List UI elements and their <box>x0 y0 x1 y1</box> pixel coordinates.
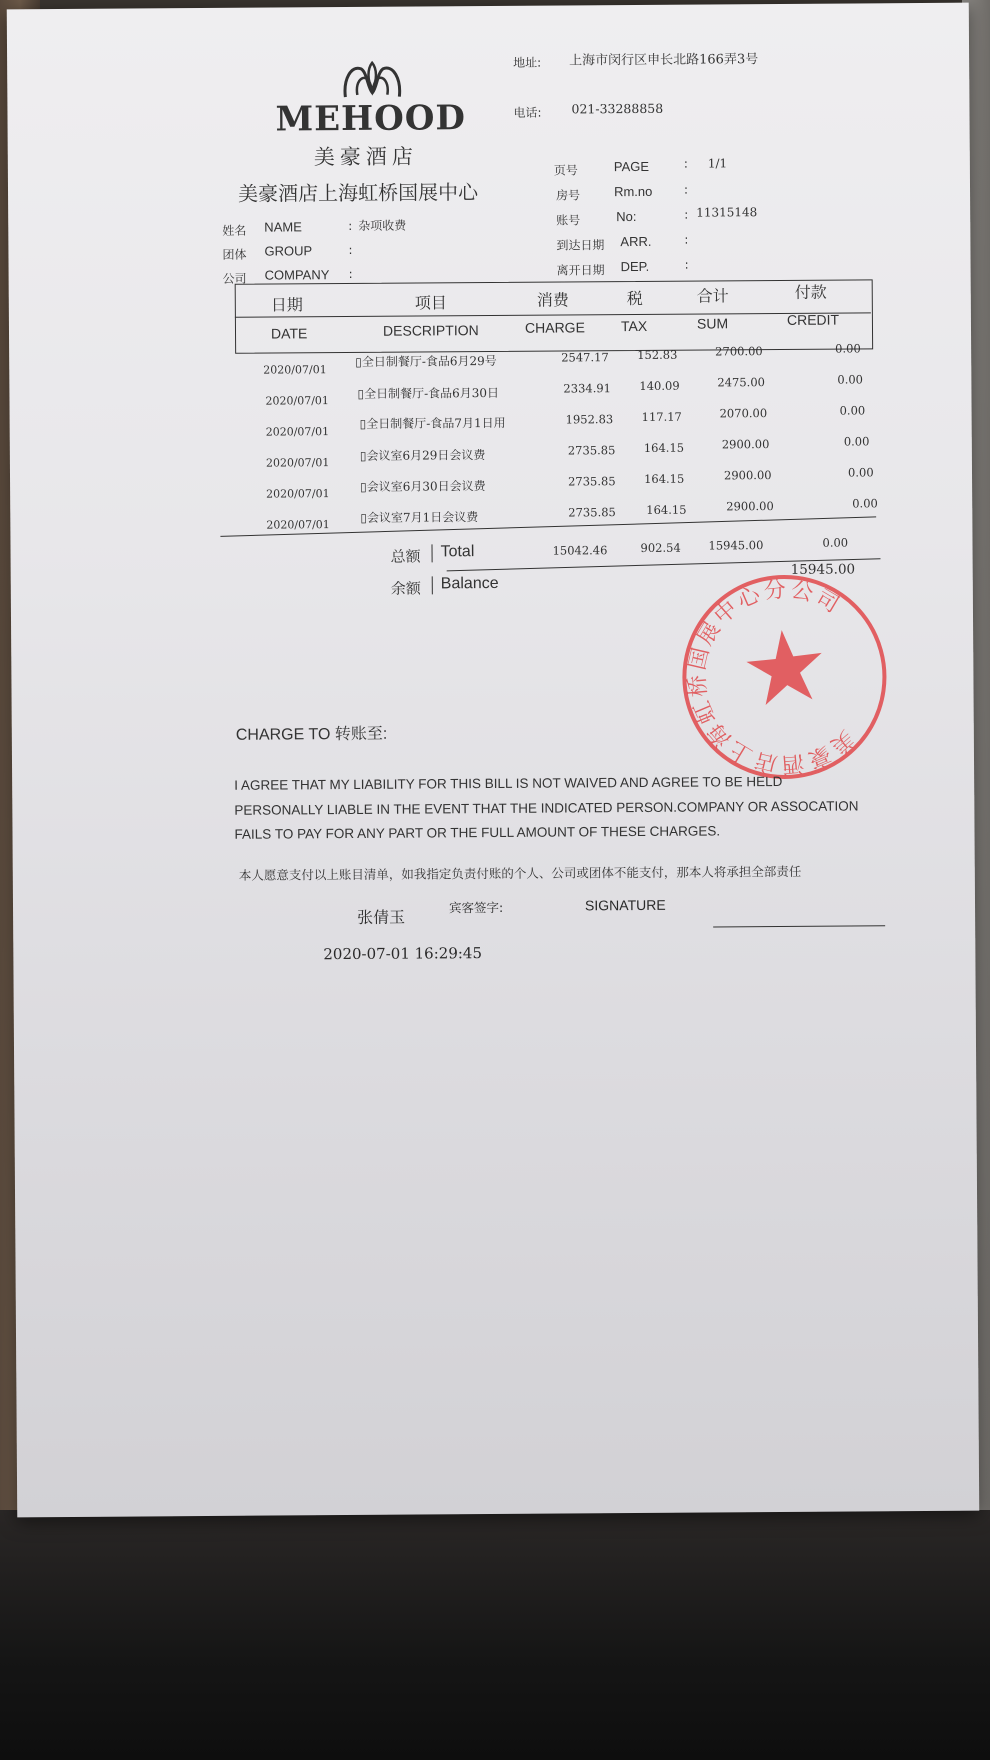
phone-value: 021-33288858 <box>571 100 664 117</box>
print-timestamp: 2020-07-01 16:29:45 <box>323 944 483 964</box>
hotel-name: 美豪酒店上海虹桥国展中心 <box>237 180 479 206</box>
address-label: 地址: <box>513 55 542 70</box>
row-charge: 2547.17 <box>561 350 609 365</box>
row-sum: 2900.00 <box>726 499 774 514</box>
dep-label-cn: 离开日期 <box>556 263 605 278</box>
group-label-cn: 团体 <box>222 247 247 262</box>
dep-label-en: DEP. <box>620 258 650 275</box>
header-tax-cn: 税 <box>626 288 643 309</box>
company-seal-stamp <box>679 571 890 782</box>
row-charge: 2735.85 <box>567 443 616 458</box>
total-separator <box>431 544 432 562</box>
row-charge: 2334.91 <box>563 381 612 396</box>
row-date: 2020/07/01 <box>265 456 330 470</box>
row-tax: 164.15 <box>643 471 685 486</box>
row-credit: 0.00 <box>835 341 861 356</box>
row-description: ▯会议室6月29日会议费 <box>359 448 486 463</box>
row-charge: 2735.85 <box>568 505 616 520</box>
total-charge: 15042.46 <box>552 543 608 558</box>
row-tax: 164.15 <box>643 440 685 455</box>
arr-colon: : <box>684 232 689 247</box>
page-label-cn: 页号 <box>553 163 578 178</box>
row-charge: 1952.83 <box>565 412 614 427</box>
balance-label-en: Balance <box>440 574 499 593</box>
group-label-en: GROUP <box>264 243 313 259</box>
row-date: 2020/07/01 <box>263 363 327 377</box>
row-description: ▯全日制餐厅-食品6月30日 <box>357 385 500 401</box>
total-label-en: Total <box>440 543 475 561</box>
account-label-cn: 账号 <box>556 213 581 228</box>
brand-logo-text: MEHOOD <box>275 98 467 140</box>
header-sum-en: SUM <box>696 315 729 332</box>
room-colon: : <box>683 182 689 197</box>
signature-line <box>713 925 885 927</box>
row-credit: 0.00 <box>852 496 878 511</box>
name-label-cn: 姓名 <box>222 223 247 238</box>
row-credit: 0.00 <box>839 403 866 418</box>
row-tax: 164.15 <box>646 502 687 517</box>
brand-logo-cn: 美豪酒店 <box>313 144 418 170</box>
row-charge: 2735.85 <box>568 474 616 489</box>
row-sum: 2475.00 <box>717 375 765 390</box>
total-credit: 0.00 <box>822 535 849 550</box>
row-description: ▯全日制餐厅-食品6月29号 <box>355 353 497 369</box>
row-credit: 0.00 <box>837 372 864 387</box>
row-description: ▯全日制餐厅-食品7月1日用 <box>359 415 506 431</box>
total-label-cn: 总额 <box>390 547 421 566</box>
row-date: 2020/07/01 <box>265 394 329 408</box>
guest-sign-label: 宾客签字: <box>448 899 504 916</box>
agreement-line-1: I AGREE THAT MY LIABILITY FOR THIS BILL IS NOT WAIVED AND AGREE TO BE HELD <box>234 773 783 793</box>
header-desc-en: DESCRIPTION <box>382 322 479 339</box>
account-colon: : <box>684 207 689 222</box>
charge-to-label: CHARGE TO 转账至: <box>235 725 388 744</box>
row-sum: 2070.00 <box>719 406 768 421</box>
row-date: 2020/07/01 <box>266 487 330 501</box>
header-credit-cn: 付款 <box>794 282 827 302</box>
arr-label-cn: 到达日期 <box>556 238 605 253</box>
header-tax-en: TAX <box>620 317 648 335</box>
balance-value: 15945.00 <box>790 561 856 578</box>
page-label-en: PAGE <box>613 158 650 175</box>
row-sum: 2900.00 <box>721 437 770 452</box>
group-colon: : <box>348 242 353 257</box>
phone-label: 电话: <box>513 105 542 120</box>
background-floor <box>0 1510 990 1760</box>
balance-separator <box>432 576 433 594</box>
header-charge-cn: 消费 <box>536 290 569 310</box>
mehood-logo-icon <box>337 59 407 99</box>
row-tax: 152.83 <box>637 347 678 362</box>
room-label-cn: 房号 <box>556 188 581 203</box>
room-label-en: Rm.no <box>613 183 653 200</box>
row-description: ▯会议室6月30日会议费 <box>360 479 486 494</box>
row-credit: 0.00 <box>843 434 870 449</box>
page-value: 1/1 <box>707 156 728 171</box>
dep-colon: : <box>684 257 689 272</box>
signer-name: 张倩玉 <box>357 907 406 927</box>
account-value: 11315148 <box>696 205 758 220</box>
row-date: 2020/07/01 <box>266 518 330 532</box>
row-tax: 140.09 <box>639 378 680 393</box>
name-value: 杂项收费 <box>358 218 407 233</box>
company-label-cn: 公司 <box>222 271 247 286</box>
agreement-cn: 本人愿意支付以上账目清单，如我指定负责付账的个人、公司或团体不能支付，那本人将承担全部责任 <box>238 863 802 883</box>
header-date-en: DATE <box>270 325 308 342</box>
agreement-line-2: PERSONALLY LIABLE IN THE EVENT THAT THE INDICATED PERSON.COMPANY OR ASSOCATION <box>234 798 859 818</box>
receipt-paper <box>7 3 980 1518</box>
row-tax: 117.17 <box>641 409 682 424</box>
account-label-en: No: <box>616 208 637 225</box>
company-label-en: COMPANY <box>264 267 330 283</box>
agreement-line-3: FAILS TO PAY FOR ANY PART OR THE FULL AMOUNT OF THESE CHARGES. <box>234 823 721 842</box>
header-date-cn: 日期 <box>270 295 303 315</box>
header-desc-cn: 项目 <box>414 293 447 313</box>
header-charge-en: CHARGE <box>524 319 585 336</box>
company-colon: : <box>348 266 353 281</box>
signature-label: SIGNATURE <box>584 896 666 914</box>
total-sum: 15945.00 <box>708 538 764 553</box>
svg-text:美豪酒店上海虹桥国展中心分公司: 美豪酒店上海虹桥国展中心分公司 <box>684 577 859 777</box>
row-date: 2020/07/01 <box>265 425 330 439</box>
name-colon: : <box>348 218 353 233</box>
balance-label-cn: 余额 <box>390 579 421 598</box>
header-sum-cn: 合计 <box>696 286 729 306</box>
row-sum: 2900.00 <box>723 468 772 483</box>
name-label-en: NAME <box>264 219 302 235</box>
page-colon: : <box>683 156 688 171</box>
header-credit-en: CREDIT <box>786 311 840 328</box>
row-description: ▯会议室7月1日会议费 <box>360 510 479 525</box>
address-value: 上海市闵行区申长北路166弄3号 <box>569 52 759 69</box>
row-credit: 0.00 <box>847 465 874 480</box>
total-tax: 902.54 <box>640 540 681 555</box>
row-sum: 2700.00 <box>715 344 763 359</box>
arr-label-en: ARR. <box>620 233 652 250</box>
